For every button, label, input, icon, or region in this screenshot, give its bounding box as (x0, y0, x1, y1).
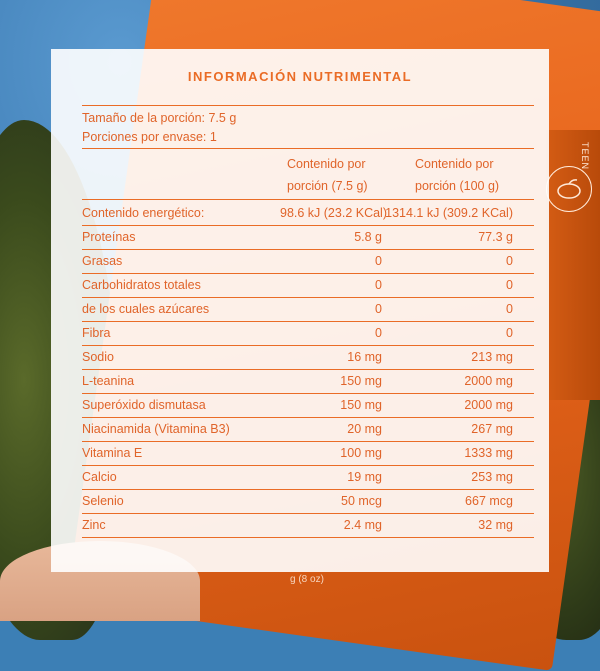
divider (82, 225, 534, 226)
per-serving-value: 20 mg (347, 422, 382, 436)
serving-size: Tamaño de la porción: 7.5 g (82, 111, 237, 125)
per-100g-value: 1314.1 kJ (309.2 KCal) (385, 206, 513, 220)
per-serving-value: 0 (375, 326, 382, 340)
divider (82, 148, 534, 149)
nutrient-label: Contenido energético: (82, 206, 205, 220)
nutrition-facts-card (51, 49, 549, 572)
divider (82, 321, 534, 322)
per-100g-value: 213 mg (471, 350, 513, 364)
divider (82, 441, 534, 442)
divider (82, 513, 534, 514)
per-serving-value: 5.8 g (354, 230, 382, 244)
divider (82, 273, 534, 274)
per-100g-value: 267 mg (471, 422, 513, 436)
per-100g-value: 0 (506, 326, 513, 340)
per-100g-value: 0 (506, 278, 513, 292)
per-serving-value: 19 mg (347, 470, 382, 484)
header-per-100g-line1: Contenido por (415, 157, 494, 171)
divider (82, 369, 534, 370)
header-per-serving-line1: Contenido por (287, 157, 366, 171)
nutrient-label: Vitamina E (82, 446, 143, 460)
nutrient-label: Superóxido dismutasa (82, 398, 206, 412)
per-100g-value: 77.3 g (478, 230, 513, 244)
fruit-logo-icon (546, 166, 592, 212)
nutrient-label: Grasas (82, 254, 123, 268)
servings-per-container: Porciones por envase: 1 (82, 130, 217, 144)
bag-bottom-text: g (8 oz) (290, 574, 324, 585)
nutrient-label: Sodio (82, 350, 114, 364)
divider (82, 249, 534, 250)
per-serving-value: 16 mg (347, 350, 382, 364)
nutrient-label: Niacinamida (Vitamina B3) (82, 422, 230, 436)
divider (82, 417, 534, 418)
per-serving-value: 0 (375, 254, 382, 268)
nutrient-label: Proteínas (82, 230, 136, 244)
nutrient-label: Carbohidratos totales (82, 278, 201, 292)
divider (82, 297, 534, 298)
per-100g-value: 667 mcg (465, 494, 513, 508)
divider (82, 537, 534, 538)
per-100g-value: 0 (506, 254, 513, 268)
per-serving-value: 50 mcg (341, 494, 382, 508)
per-100g-value: 0 (506, 302, 513, 316)
nutrient-label: L-teanina (82, 374, 135, 388)
nutrient-label: Selenio (82, 494, 124, 508)
per-100g-value: 253 mg (471, 470, 513, 484)
divider (82, 489, 534, 490)
per-100g-value: 32 mg (478, 518, 513, 532)
per-serving-value: 100 mg (340, 446, 382, 460)
per-serving-value: 150 mg (340, 374, 382, 388)
divider (82, 199, 534, 200)
per-serving-value: 0 (375, 302, 382, 316)
header-per-serving-line2: porción (7.5 g) (287, 179, 368, 193)
per-serving-value: 2.4 mg (343, 518, 382, 532)
per-serving-value: 0 (375, 278, 382, 292)
nutrient-label: de los cuales azúcares (82, 302, 210, 316)
per-serving-value: 150 mg (340, 398, 382, 412)
nutrient-label: Fibra (82, 326, 111, 340)
per-100g-value: 2000 mg (464, 398, 513, 412)
per-100g-value: 2000 mg (464, 374, 513, 388)
nutrition-title: INFORMACIÓN NUTRIMENTAL (187, 69, 413, 84)
divider (82, 345, 534, 346)
per-serving-value: 98.6 kJ (23.2 KCal) (280, 206, 387, 220)
bag-side-text: TEEN (580, 142, 590, 171)
per-100g-value: 1333 mg (464, 446, 513, 460)
divider (82, 465, 534, 466)
divider (82, 393, 534, 394)
header-per-100g-line2: porción (100 g) (415, 179, 500, 193)
nutrient-label: Zinc (82, 518, 106, 532)
divider (82, 105, 534, 106)
nutrient-label: Calcio (82, 470, 117, 484)
